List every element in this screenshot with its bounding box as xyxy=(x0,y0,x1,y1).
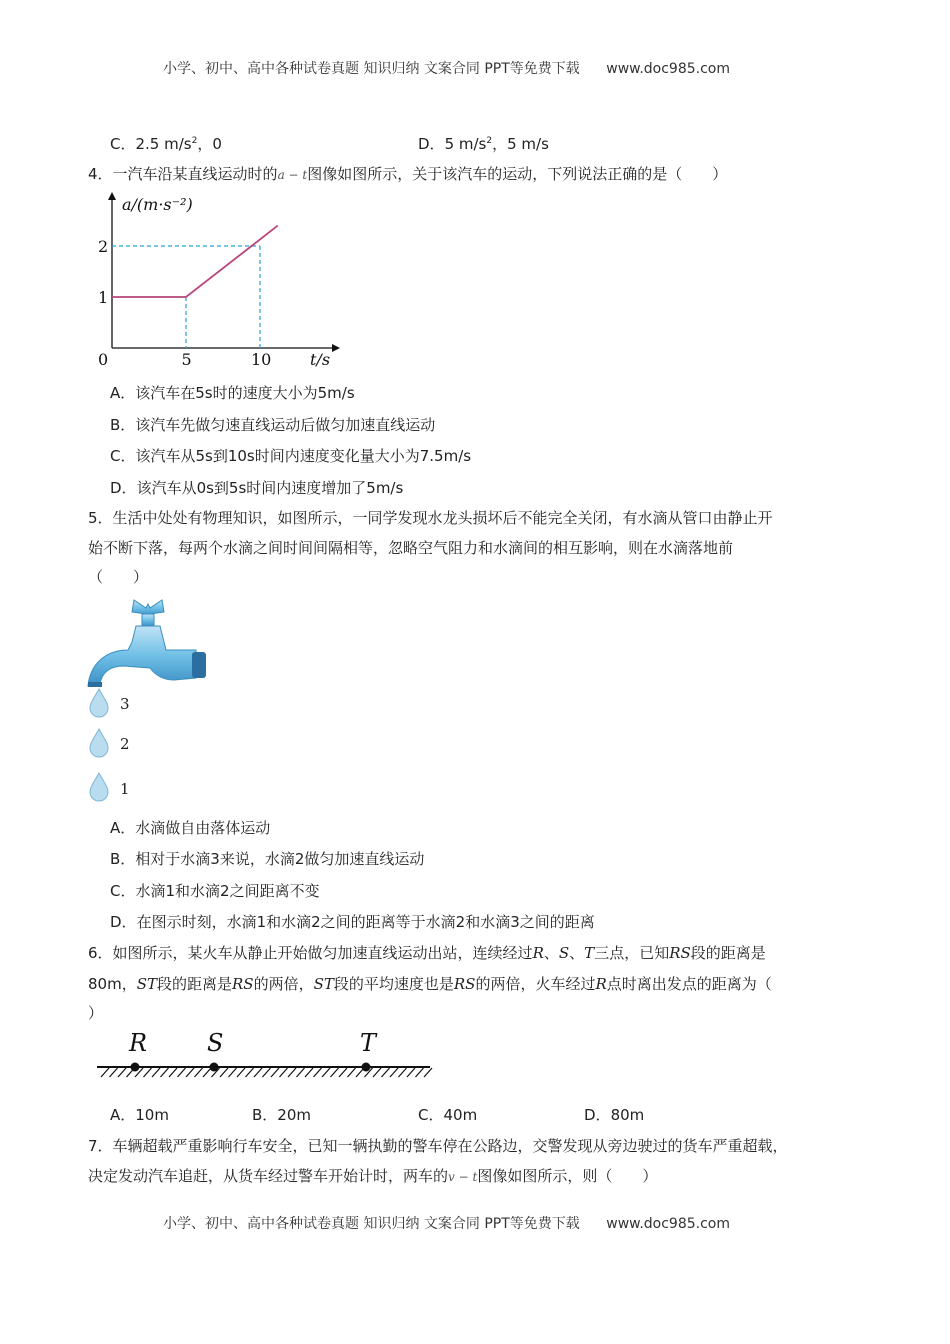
drop-label-2: 2 xyxy=(120,735,130,753)
track-hatch xyxy=(305,1068,313,1077)
track-hatch xyxy=(186,1068,194,1077)
point-t xyxy=(362,1063,371,1072)
q6-option-b[interactable]: B．20m xyxy=(252,1106,311,1124)
track-hatch xyxy=(152,1068,160,1077)
q4-option-c[interactable]: C．该汽车从5s到10s时间内速度变化量大小为7.5m/s xyxy=(110,447,472,465)
track-hatch xyxy=(229,1068,237,1077)
track-hatch xyxy=(237,1068,245,1077)
track-hatch xyxy=(280,1068,288,1077)
q7-stem-line1: 7．车辆超载严重影响行车安全，已知一辆执勤的警车停在公路边，交警发现从旁边驶过的货车严重超载， xyxy=(88,1137,788,1155)
page-header xyxy=(163,58,730,78)
track-hatch xyxy=(118,1068,126,1077)
drop-label-1: 1 xyxy=(120,780,130,798)
q6-stem-line1: 6．如图所示，某火车从静止开始做匀加速直线运动出站，连续经过R、S、T三点，已知RS段的距离是 xyxy=(88,944,766,962)
track-hatch xyxy=(203,1068,211,1077)
track-hatch xyxy=(382,1068,390,1077)
track-hatch xyxy=(339,1068,347,1077)
q7-graph-label: v − t xyxy=(448,1170,478,1184)
track-hatch xyxy=(110,1068,118,1077)
water-drop-2 xyxy=(88,728,110,758)
track-hatch xyxy=(101,1068,109,1077)
q4-option-b[interactable]: B．该汽车先做匀速直线运动后做匀加速直线运动 xyxy=(110,416,436,434)
track-hatch xyxy=(263,1068,271,1077)
track-hatch xyxy=(288,1068,296,1077)
q4-option-a[interactable]: A．该汽车在5s时的速度大小为5m/s xyxy=(110,384,355,402)
track-hatch xyxy=(331,1068,339,1077)
x-axis-label: t/s xyxy=(310,350,331,369)
q3-option-d[interactable]: D．5 $m/s^2$，5 m/s xyxy=(418,135,549,153)
q5-stem-line1: 5．生活中处处有物理知识，如图所示，一同学发现水龙头损坏后不能完全关闭，有水滴从管口由静止开 xyxy=(88,509,773,527)
q6-option-a[interactable]: A．10m xyxy=(110,1106,169,1124)
drop-label-3: 3 xyxy=(120,695,130,713)
track-hatch xyxy=(322,1068,330,1077)
track-hatch xyxy=(314,1068,322,1077)
q7-stem-line2: 决定发动汽车追赶，从货车经过警车开始计时，两车的v − t图像如图所示，则（ ） xyxy=(88,1167,658,1185)
track-hatch xyxy=(271,1068,279,1077)
track-hatch xyxy=(178,1068,186,1077)
series-line xyxy=(112,226,278,297)
track-hatch xyxy=(407,1068,415,1077)
track-hatch xyxy=(399,1068,407,1077)
label-s: S xyxy=(207,1029,224,1057)
q6-stem-line2: 80m，ST段的距离是RS的两倍，ST段的平均速度也是RS的两倍，火车经过R点时离出发点的距离为（ xyxy=(88,975,772,993)
q5-option-d[interactable]: D．在图示时刻，水滴1和水滴2之间的距离等于水滴2和水滴3之间的距离 xyxy=(110,913,595,931)
water-drop-1 xyxy=(88,772,110,802)
footer-text: 小学、初中、高中各种试卷真题 知识归纳 文案合同 PPT等免费下载 xyxy=(163,1216,580,1232)
header-site-link[interactable]: www.doc985.com xyxy=(606,61,730,77)
x-tick-label: 10 xyxy=(251,350,272,369)
q6-option-c[interactable]: C．40m xyxy=(418,1106,478,1124)
q5-option-c[interactable]: C．水滴1和水滴2之间距离不变 xyxy=(110,882,320,900)
track-hatch xyxy=(373,1068,381,1077)
q5-stem-line2: 始不断下落，每两个水滴之间时间间隔相等，忽略空气阻力和水滴间的相互影响，则在水滴落地前 xyxy=(88,539,734,557)
track-hatch xyxy=(390,1068,398,1077)
track-hatch xyxy=(169,1068,177,1077)
track-hatch xyxy=(161,1068,169,1077)
track-hatch xyxy=(416,1068,424,1077)
q4-option-d[interactable]: D．该汽车从0s到5s时间内速度增加了5m/s xyxy=(110,479,404,497)
q5-answer-paren: （ ） xyxy=(88,568,149,586)
point-s xyxy=(210,1063,219,1072)
q5-option-b[interactable]: B．相对于水滴3来说，水滴2做匀加速直线运动 xyxy=(110,850,425,868)
q3-option-c[interactable]: C．2.5 $m/s^2$，0 xyxy=(110,135,222,153)
label-t: T xyxy=(360,1029,377,1057)
point-r xyxy=(131,1063,140,1072)
track-hatch xyxy=(254,1068,262,1077)
x-tick-label: 5 xyxy=(181,350,192,369)
track-hatch xyxy=(348,1068,356,1077)
track-hatch xyxy=(424,1068,432,1077)
footer-site-link[interactable]: www.doc985.com xyxy=(606,1216,730,1232)
water-drop-3 xyxy=(88,688,110,718)
y-tick-label: 2 xyxy=(98,237,109,256)
header-text: 小学、初中、高中各种试卷真题 知识归纳 文案合同 PPT等免费下载 xyxy=(163,61,580,77)
x-axis-arrow xyxy=(332,344,340,352)
track-hatch xyxy=(195,1068,203,1077)
track-diagram xyxy=(95,1025,435,1085)
faucet-illustration xyxy=(84,594,214,694)
q4-at-chart xyxy=(80,190,340,375)
track-hatch xyxy=(297,1068,305,1077)
y-axis-label: a/(m·s⁻²) xyxy=(122,195,193,214)
track-hatch xyxy=(246,1068,254,1077)
q4-graph-label: a − t xyxy=(277,168,308,182)
q4-stem: 4．一汽车沿某直线运动时的a − t图像如图所示，关于该汽车的运动，下列说法正确的是（ ） xyxy=(88,165,728,183)
label-r: R xyxy=(129,1029,148,1057)
track-hatch xyxy=(144,1068,152,1077)
x-tick-label: 0 xyxy=(98,350,109,369)
track-hatch xyxy=(220,1068,228,1077)
y-axis-arrow xyxy=(108,192,116,200)
q6-stem-line3: ） xyxy=(88,1004,104,1022)
q6-option-d[interactable]: D．80m xyxy=(584,1106,645,1124)
page-footer xyxy=(163,1213,730,1233)
y-tick-label: 1 xyxy=(98,288,109,307)
q5-option-a[interactable]: A．水滴做自由落体运动 xyxy=(110,819,271,837)
